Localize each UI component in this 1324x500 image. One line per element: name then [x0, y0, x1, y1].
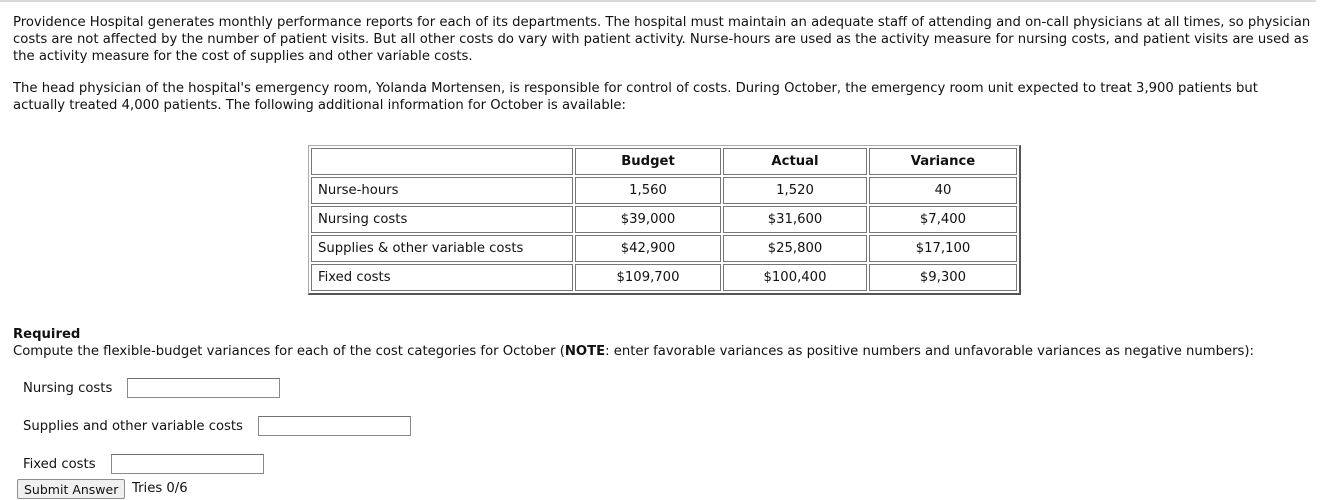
row-label: Fixed costs [311, 264, 573, 291]
row-variance: $17,100 [869, 235, 1017, 262]
table-row [311, 235, 1017, 262]
intro-paragraph-1: Providence Hospital generates monthly performance reports for each of its departments. The hospital must maintain an adequate staff of attending and on-call physicians at all times, so physician costs are not affected by the number of patient visits. But all other costs do vary with patient activity. Nurse-hours are used as the activity measure for nursing costs, and patient visits are used as the activity measure for the cost of supplies and other variable costs. [13, 15, 1311, 64]
nursing-costs-label: Nursing costs [23, 381, 113, 396]
top-divider [0, 0, 1316, 2]
supplies-costs-input[interactable] [258, 416, 411, 436]
table-header-variance: Variance [869, 148, 1017, 175]
row-budget: $39,000 [575, 206, 721, 233]
required-heading: Required [13, 327, 81, 342]
table-header-actual: Actual [723, 148, 867, 175]
required-text-after: : enter favorable variances as positive numbers and unfavorable variances as negative numbers): [605, 344, 1254, 359]
row-budget: $42,900 [575, 235, 721, 262]
row-budget: $109,700 [575, 264, 721, 291]
row-label: Nursing costs [311, 206, 573, 233]
table-header-row [311, 148, 1017, 175]
row-variance: $9,300 [869, 264, 1017, 291]
tries-counter: Tries 0/6 [132, 481, 188, 496]
row-variance: $7,400 [869, 206, 1017, 233]
required-instructions [13, 344, 1254, 359]
required-text-before: Compute the flexible-budget variances for each of the cost categories for October ( [13, 344, 565, 359]
row-label: Supplies & other variable costs [311, 235, 573, 262]
row-budget: 1,560 [575, 177, 721, 204]
submit-answer-button[interactable]: Submit Answer [17, 479, 125, 499]
row-actual: $31,600 [723, 206, 867, 233]
intro-paragraph-2: The head physician of the hospital's emergency room, Yolanda Mortensen, is responsible for control of costs. During October, the emergency room unit expected to treat 3,900 patients but actually treated 4,000 patients. The following additional information for October is available: [13, 81, 1258, 113]
table-row [311, 177, 1017, 204]
row-actual: $25,800 [723, 235, 867, 262]
row-actual: $100,400 [723, 264, 867, 291]
table-header-blank [311, 148, 573, 175]
table-row [311, 206, 1017, 233]
fixed-costs-label: Fixed costs [23, 457, 96, 472]
row-variance: 40 [869, 177, 1017, 204]
nursing-costs-input[interactable] [127, 378, 280, 398]
row-label: Nurse-hours [311, 177, 573, 204]
row-actual: 1,520 [723, 177, 867, 204]
supplies-costs-label: Supplies and other variable costs [23, 419, 243, 434]
performance-report-table [308, 145, 1021, 295]
required-note-label: NOTE [564, 344, 606, 359]
table-header-budget: Budget [575, 148, 721, 175]
fixed-costs-input[interactable] [111, 454, 264, 474]
table-row [311, 264, 1017, 291]
